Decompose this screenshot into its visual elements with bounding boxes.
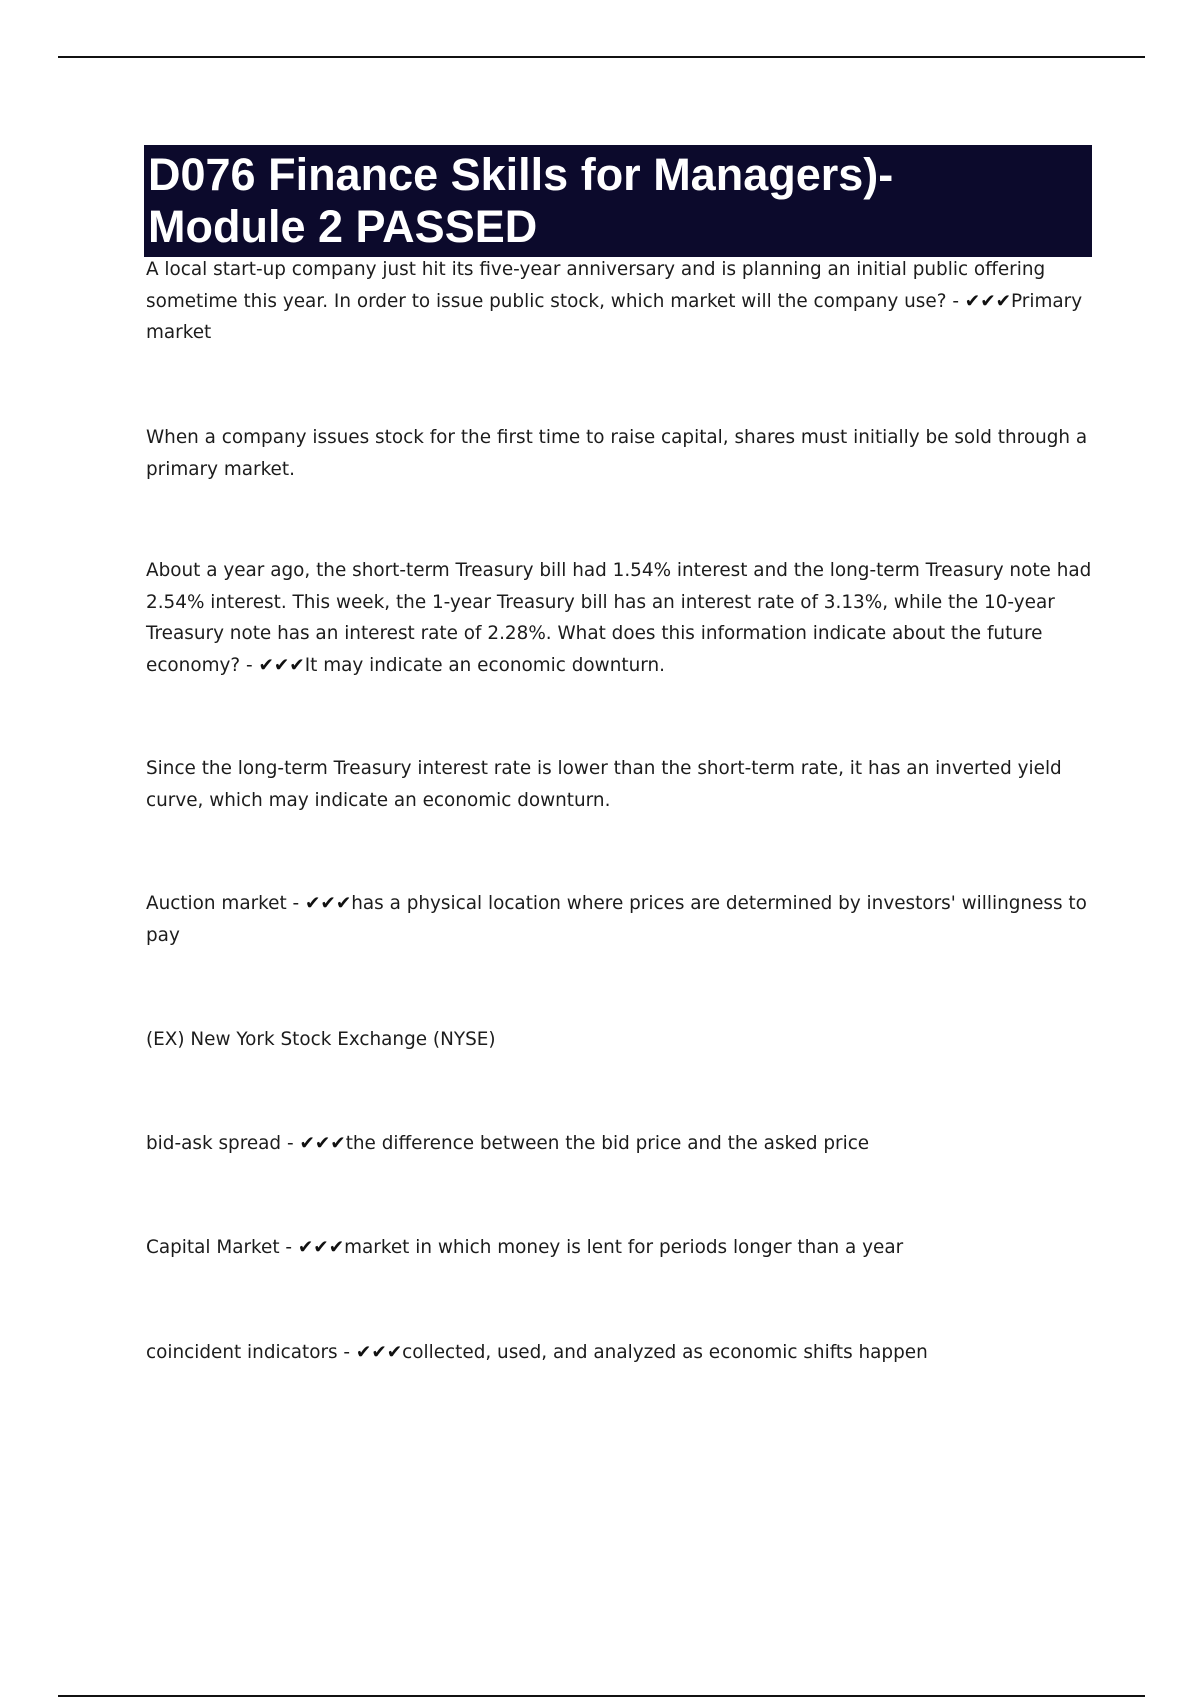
question-text: sometime this year. In order to issue public stock, which market will the company use? - bbox=[146, 290, 965, 312]
definition-text: has a physical location where prices are determined by investors' willingness to bbox=[351, 893, 1087, 914]
explanation-inverted-yield-curve bbox=[146, 753, 1096, 816]
text-line: 2.54% interest. This week, the 1-year Treasury bill has an interest rate of 3.13%, while the 10-year bbox=[146, 591, 1055, 613]
text-line: When a company issues stock for the first time to raise capital, shares must initially be sold through a bbox=[146, 427, 1088, 448]
text-line bbox=[146, 286, 1096, 318]
text-line bbox=[146, 1232, 1096, 1264]
text-line: primary market. bbox=[146, 458, 295, 480]
text-line bbox=[146, 650, 1096, 682]
term-auction-market bbox=[146, 888, 1096, 951]
question-initial-public-offering bbox=[146, 254, 1096, 349]
question-text: economy? - bbox=[146, 654, 259, 676]
term-label: Capital Market - bbox=[146, 1237, 298, 1258]
term-label: bid-ask spread - bbox=[146, 1133, 300, 1154]
explanation-primary-market bbox=[146, 422, 1096, 485]
document-title-line-2: Module 2 PASSED bbox=[148, 201, 538, 252]
term-label: Auction market - bbox=[146, 893, 306, 914]
check-marks-icon: ✔✔✔ bbox=[297, 1237, 345, 1258]
text-line: Since the long-term Treasury interest rate is lower than the short-term rate, it has an inverted yield bbox=[146, 758, 1062, 779]
document-title-line-1: D076 Finance Skills for Managers)- bbox=[148, 149, 894, 200]
text-line: (EX) New York Stock Exchange (NYSE) bbox=[146, 1029, 496, 1050]
check-marks-icon: ✔✔✔ bbox=[299, 1133, 346, 1154]
top-rule bbox=[58, 56, 1145, 58]
text-line: pay bbox=[146, 924, 180, 946]
text-line: About a year ago, the short-term Treasury bill had 1.54% interest and the long-term Treasury note had bbox=[146, 560, 1092, 581]
check-marks-icon: ✔✔✔ bbox=[964, 290, 1012, 312]
definition-text: collected, used, and analyzed as economic shifts happen bbox=[402, 1342, 928, 1363]
text-line bbox=[146, 888, 1096, 920]
example-nyse bbox=[146, 1024, 1096, 1056]
document-title-banner bbox=[144, 145, 1092, 257]
term-coincident-indicators bbox=[146, 1337, 1096, 1369]
text-line bbox=[146, 1128, 1096, 1160]
bottom-rule bbox=[58, 1695, 1145, 1697]
question-treasury-rates bbox=[146, 555, 1096, 681]
term-bid-ask-spread bbox=[146, 1128, 1096, 1160]
text-line: curve, which may indicate an economic downturn. bbox=[146, 789, 611, 811]
answer-text: It may indicate an economic downturn. bbox=[304, 654, 665, 676]
text-line: market bbox=[146, 322, 212, 343]
check-marks-icon: ✔✔✔ bbox=[305, 893, 352, 914]
text-line: Treasury note has an interest rate of 2.28%. What does this information indicate about the future bbox=[146, 623, 1043, 644]
answer-text: Primary bbox=[1011, 290, 1083, 312]
definition-text: the difference between the bid price and the asked price bbox=[345, 1133, 870, 1154]
text-line: A local start-up company just hit its five-year anniversary and is planning an initial public offering bbox=[146, 259, 1046, 280]
term-capital-market bbox=[146, 1232, 1096, 1264]
term-label: coincident indicators - bbox=[146, 1342, 356, 1363]
text-line bbox=[146, 1337, 1096, 1369]
definition-text: market in which money is lent for periods longer than a year bbox=[344, 1237, 904, 1258]
check-marks-icon: ✔✔✔ bbox=[355, 1342, 403, 1363]
check-marks-icon: ✔✔✔ bbox=[258, 654, 305, 676]
